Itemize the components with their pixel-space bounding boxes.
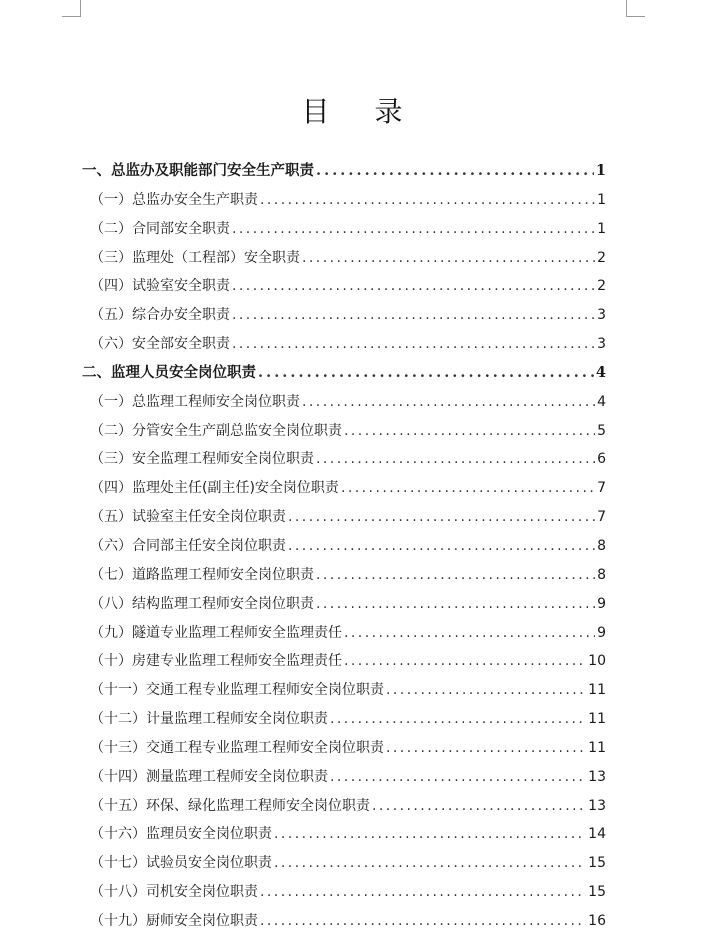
- toc-entry-label: （十九）厨师安全岗位职责: [90, 912, 258, 929]
- dot-leader: [386, 734, 586, 763]
- toc-entry-label: 二、监理人员安全岗位职责: [82, 363, 256, 381]
- toc-entry-label: （十一）交通工程专业监理工程师安全岗位职责: [90, 682, 384, 699]
- toc-entry-label: （六）合同部主任安全岗位职责: [90, 537, 286, 554]
- toc-entry-label: （四）试验室安全职责: [90, 278, 230, 295]
- dot-leader: [316, 590, 595, 619]
- toc-entry-label: （四）监理处主任(副主任)安全岗位职责: [90, 480, 339, 497]
- toc-subsection-entry[interactable]: [82, 330, 606, 359]
- toc-page-number: 13: [588, 768, 606, 785]
- toc-page-number: 3: [597, 336, 606, 353]
- toc-entry-label: （一）总监理工程师安全岗位职责: [90, 393, 300, 410]
- toc-entry-label: （十五）环保、绿化监理工程师安全岗位职责: [90, 797, 370, 814]
- toc-page-number: 8: [597, 537, 606, 554]
- dot-leader: [232, 272, 595, 301]
- toc-page-number: 2: [597, 278, 606, 295]
- toc-entry-label: （二）合同部安全职责: [90, 220, 230, 237]
- toc-entry-label: （七）道路监理工程师安全岗位职责: [90, 566, 314, 583]
- dot-leader: [316, 561, 595, 590]
- dot-leader: [341, 474, 595, 503]
- toc-page-number: 4: [597, 393, 606, 410]
- toc-section-entry[interactable]: [82, 359, 606, 388]
- dot-leader: [316, 445, 595, 474]
- toc-subsection-entry[interactable]: [82, 820, 606, 849]
- toc-page-number: 16: [588, 912, 606, 929]
- toc-subsection-entry[interactable]: [82, 590, 606, 619]
- dot-leader: [316, 157, 594, 186]
- toc-entry-label: （十八）司机安全岗位职责: [90, 884, 258, 901]
- toc-entry-label: （十三）交通工程专业监理工程师安全岗位职责: [90, 739, 384, 756]
- toc-page-number: 11: [588, 739, 606, 756]
- dot-leader: [260, 878, 586, 907]
- toc-page-number: 1: [597, 220, 606, 237]
- toc-entry-label: （一）总监办安全生产职责: [90, 191, 258, 208]
- toc-subsection-entry[interactable]: [82, 763, 606, 792]
- toc-entry-label: 一、总监办及职能部门安全生产职责: [82, 162, 314, 179]
- toc-page-number: 1: [595, 162, 606, 179]
- toc-subsection-entry[interactable]: [82, 619, 606, 648]
- toc-page-number: 6: [597, 451, 606, 468]
- dot-leader: [330, 705, 586, 734]
- toc-page-number: 8: [597, 566, 606, 583]
- toc-page-number: 7: [597, 480, 606, 497]
- dot-leader: [344, 417, 595, 446]
- toc-page-number: 7: [597, 509, 606, 526]
- toc-subsection-entry[interactable]: [82, 272, 606, 301]
- toc-subsection-entry[interactable]: [82, 705, 606, 734]
- toc-page-number: 14: [588, 826, 606, 843]
- dot-leader: [302, 388, 595, 417]
- toc-page-number: 3: [597, 307, 606, 324]
- margin-corner-mark-right: [626, 0, 645, 17]
- toc-page-number: 15: [588, 855, 606, 872]
- toc-page-number: 11: [588, 682, 606, 699]
- dot-leader: [288, 503, 595, 532]
- toc-entry-label: （二）分管安全生产副总监安全岗位职责: [90, 422, 342, 439]
- dot-leader: [258, 359, 594, 388]
- dot-leader: [344, 619, 595, 648]
- toc-page-number: 5: [597, 422, 606, 439]
- toc-subsection-entry[interactable]: [82, 849, 606, 878]
- dot-leader: [302, 244, 595, 273]
- dot-leader: [260, 907, 586, 936]
- toc-subsection-entry[interactable]: [82, 186, 606, 215]
- toc-page-number: 10: [588, 653, 606, 670]
- toc-subsection-entry[interactable]: [82, 878, 606, 907]
- toc-entry-label: （六）安全部安全职责: [90, 336, 230, 353]
- toc-page-number: 15: [588, 884, 606, 901]
- toc-subsection-entry[interactable]: [82, 388, 606, 417]
- dot-leader: [232, 215, 595, 244]
- toc-page-number: 4: [595, 363, 606, 381]
- toc-subsection-entry[interactable]: [82, 474, 606, 503]
- toc-subsection-entry[interactable]: [82, 734, 606, 763]
- dot-leader: [274, 849, 586, 878]
- toc-entry-label: （五）试验室主任安全岗位职责: [90, 509, 286, 526]
- dot-leader: [260, 186, 595, 215]
- toc-page-number: 2: [597, 249, 606, 266]
- toc-subsection-entry[interactable]: [82, 792, 606, 821]
- table-of-contents: [82, 157, 606, 936]
- toc-entry-label: （十七）试验员安全岗位职责: [90, 855, 272, 872]
- toc-entry-label: （八）结构监理工程师安全岗位职责: [90, 595, 314, 612]
- toc-entry-label: （五）综合办安全职责: [90, 307, 230, 324]
- toc-section-entry[interactable]: [82, 157, 606, 186]
- toc-page-number: 13: [588, 797, 606, 814]
- toc-subsection-entry[interactable]: [82, 301, 606, 330]
- toc-subsection-entry[interactable]: [82, 445, 606, 474]
- toc-subsection-entry[interactable]: [82, 676, 606, 705]
- toc-subsection-entry[interactable]: [82, 503, 606, 532]
- page-title: 目 录: [301, 95, 421, 128]
- dot-leader: [232, 301, 595, 330]
- toc-entry-label: （三）安全监理工程师安全岗位职责: [90, 451, 314, 468]
- toc-page-number: 9: [597, 595, 606, 612]
- margin-corner-mark-left: [62, 0, 81, 17]
- toc-page-number: 11: [588, 711, 606, 728]
- toc-subsection-entry[interactable]: [82, 532, 606, 561]
- toc-subsection-entry[interactable]: [82, 417, 606, 446]
- toc-page-number: 1: [597, 191, 606, 208]
- toc-entry-label: （十六）监理员安全岗位职责: [90, 826, 272, 843]
- toc-entry-label: （十四）测量监理工程师安全岗位职责: [90, 768, 328, 785]
- toc-subsection-entry[interactable]: [82, 244, 606, 273]
- toc-entry-label: （九）隧道专业监理工程师安全监理责任: [90, 624, 342, 641]
- dot-leader: [232, 330, 595, 359]
- toc-page-number: 9: [597, 624, 606, 641]
- dot-leader: [344, 647, 586, 676]
- toc-entry-label: （三）监理处（工程部）安全职责: [90, 249, 300, 266]
- dot-leader: [386, 676, 586, 705]
- dot-leader: [274, 820, 586, 849]
- toc-subsection-entry[interactable]: [82, 561, 606, 590]
- dot-leader: [372, 792, 586, 821]
- toc-subsection-entry[interactable]: [82, 907, 606, 936]
- toc-entry-label: （十）房建专业监理工程师安全监理责任: [90, 653, 342, 670]
- toc-entry-label: （十二）计量监理工程师安全岗位职责: [90, 711, 328, 728]
- dot-leader: [288, 532, 595, 561]
- dot-leader: [330, 763, 586, 792]
- toc-subsection-entry[interactable]: [82, 215, 606, 244]
- toc-subsection-entry[interactable]: [82, 647, 606, 676]
